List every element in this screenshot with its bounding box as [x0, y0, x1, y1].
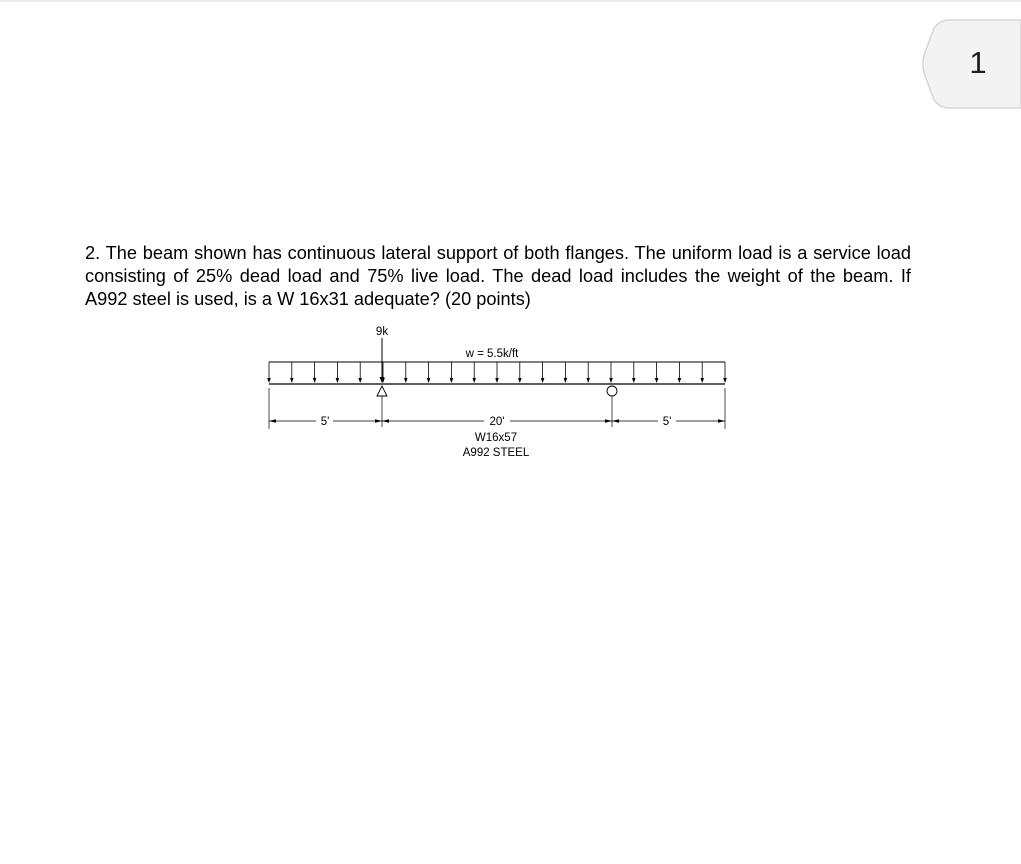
load-arrow-head [564, 378, 568, 383]
load-arrow-head [427, 378, 431, 383]
material-label: A992 STEEL [462, 447, 530, 459]
dim-arrowhead [612, 419, 619, 423]
load-arrow-head [290, 378, 294, 383]
load-arrow-head [267, 378, 271, 383]
dim-arrowhead [382, 419, 389, 423]
distributed-load-arrows [267, 362, 727, 383]
load-arrow-head [723, 378, 727, 383]
load-arrow-head [518, 378, 522, 383]
load-arrow-head [541, 378, 545, 383]
load-arrow-head [678, 378, 682, 383]
load-arrow-head [450, 378, 454, 383]
load-arrow-head [472, 378, 476, 383]
load-arrow-head [404, 378, 408, 383]
beam-diagram-svg [260, 320, 740, 470]
span-middle-label: 20' [489, 416, 505, 428]
beam-diagram [260, 320, 740, 470]
problem-statement: 2. The beam shown has continuous lateral support of both flanges. The uniform load is a service load consisting of 25% dead load and 75% live load. The dead load includes the weight of the beam. If A992 steel is used, is a W 16x31 adequate? (20 points) [85, 243, 911, 309]
distributed-load-label: w = 5.5k/ft [465, 348, 519, 360]
load-arrow-head [632, 378, 636, 383]
roller-support [607, 386, 617, 396]
page-number-badge[interactable] [922, 19, 1021, 110]
load-arrow-head [358, 378, 362, 383]
dim-arrowhead [375, 419, 382, 423]
page-number: 1 [969, 45, 987, 80]
span-right-label: 5' [662, 416, 672, 428]
load-arrow-head [609, 378, 613, 383]
dim-arrowhead [718, 419, 725, 423]
load-arrow-head [655, 378, 659, 383]
load-arrow-head [313, 378, 317, 383]
span-left-label: 5' [320, 416, 330, 428]
load-arrow-head [586, 378, 590, 383]
top-divider [0, 0, 1021, 2]
load-arrow-head [336, 378, 340, 383]
load-arrow-head [495, 378, 499, 383]
section-label: W16x57 [474, 432, 518, 444]
point-load-label: 9k [375, 326, 389, 338]
dim-arrowhead [269, 419, 276, 423]
dim-arrowhead [605, 419, 612, 423]
pin-support [377, 386, 387, 396]
load-arrow-head [700, 378, 704, 383]
